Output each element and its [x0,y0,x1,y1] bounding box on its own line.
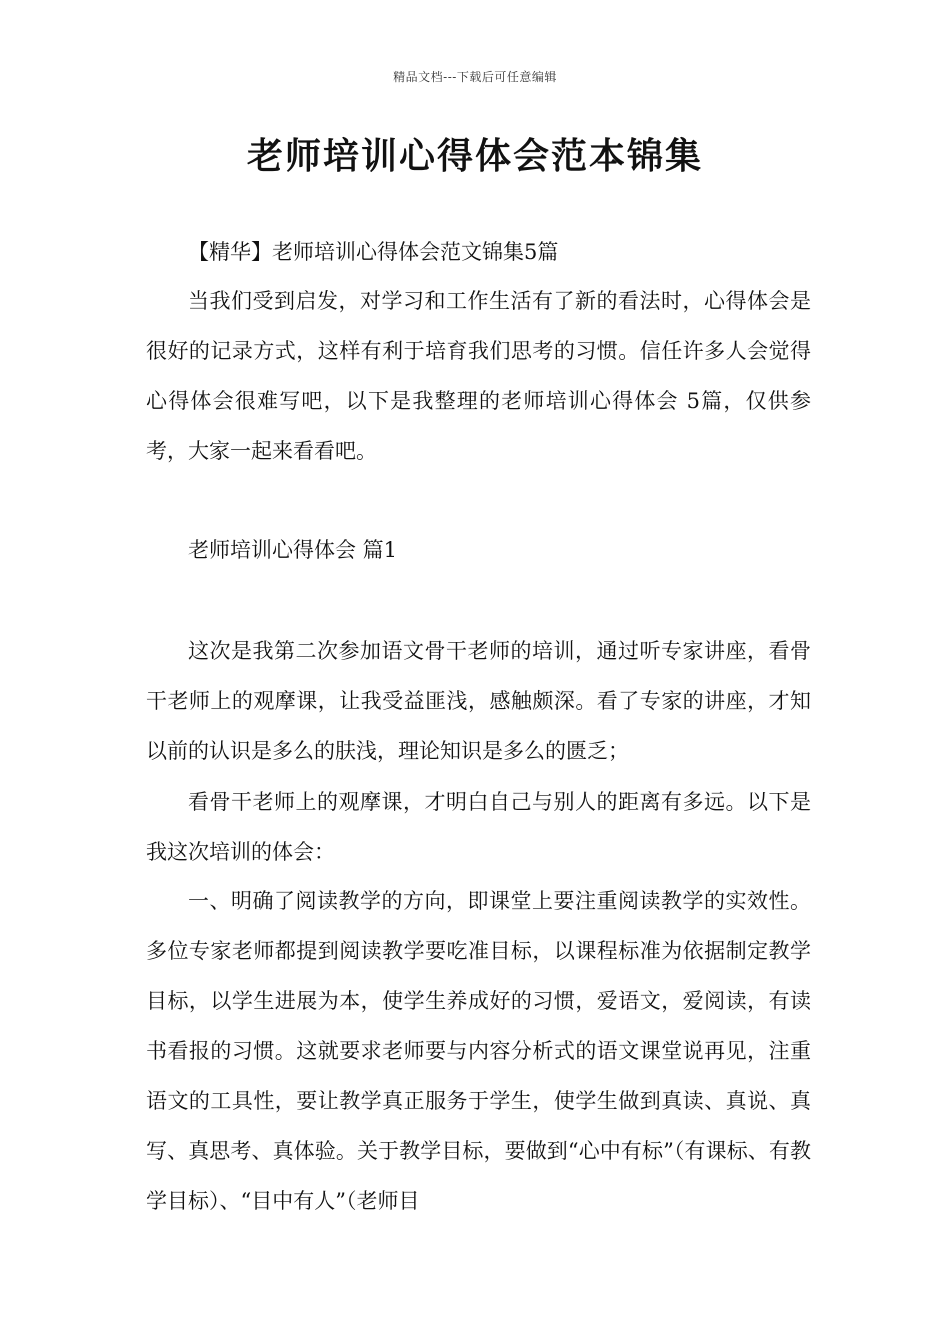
body-paragraph-3: 一、明确了阅读教学的方向，即课堂上要注重阅读教学的实效性。多位专家老师都提到阅读教学要吃准目标，以课程标准为依据制定教学目标，以学生进展为本，使学生养成好的习惯，爱语文，爱阅读，有读书看报的习惯。这就要求老师要与内容分析式的语文课堂说再见，注重语文的工具性，要让教学真正服务于学生，使学生做到真读、真说、真写、真思考、真体验。关于教学目标，要做到“心中有标”（有课标、有教学目标）、“目中有人”（老师目 [146,889,811,1213]
header-note: 精品文档---下载后可任意编辑 [393,70,557,84]
intro-paragraph: 当我们受到启发，对学习和工作生活有了新的看法时，心得体会是很好的记录方式，这样有利于培育我们思考的习惯。信任许多人会觉得心得体会很难写吧，以下是我整理的老师培训心得体会 5篇，仅供参考，大家一起来看看吧。 [146,289,811,463]
section-heading: 老师培训心得体会 篇1 [188,538,398,562]
document-title: 老师培训心得体会范本锦集 [246,136,703,177]
body-paragraph-2: 看骨干老师上的观摩课，才明白自己与别人的距离有多远。以下是我这次培训的体会： [146,790,811,864]
body-paragraph-1: 这次是我第二次参加语文骨干老师的培训，通过听专家讲座，看骨干老师上的观摩课，让我受益匪浅，感触颇深。看了专家的讲座，才知以前的认识是多么的肤浅，理论知识是多么的匮乏； [146,639,811,763]
document-subtitle: 【精华】老师培训心得体会范文锦集5篇 [188,240,559,264]
